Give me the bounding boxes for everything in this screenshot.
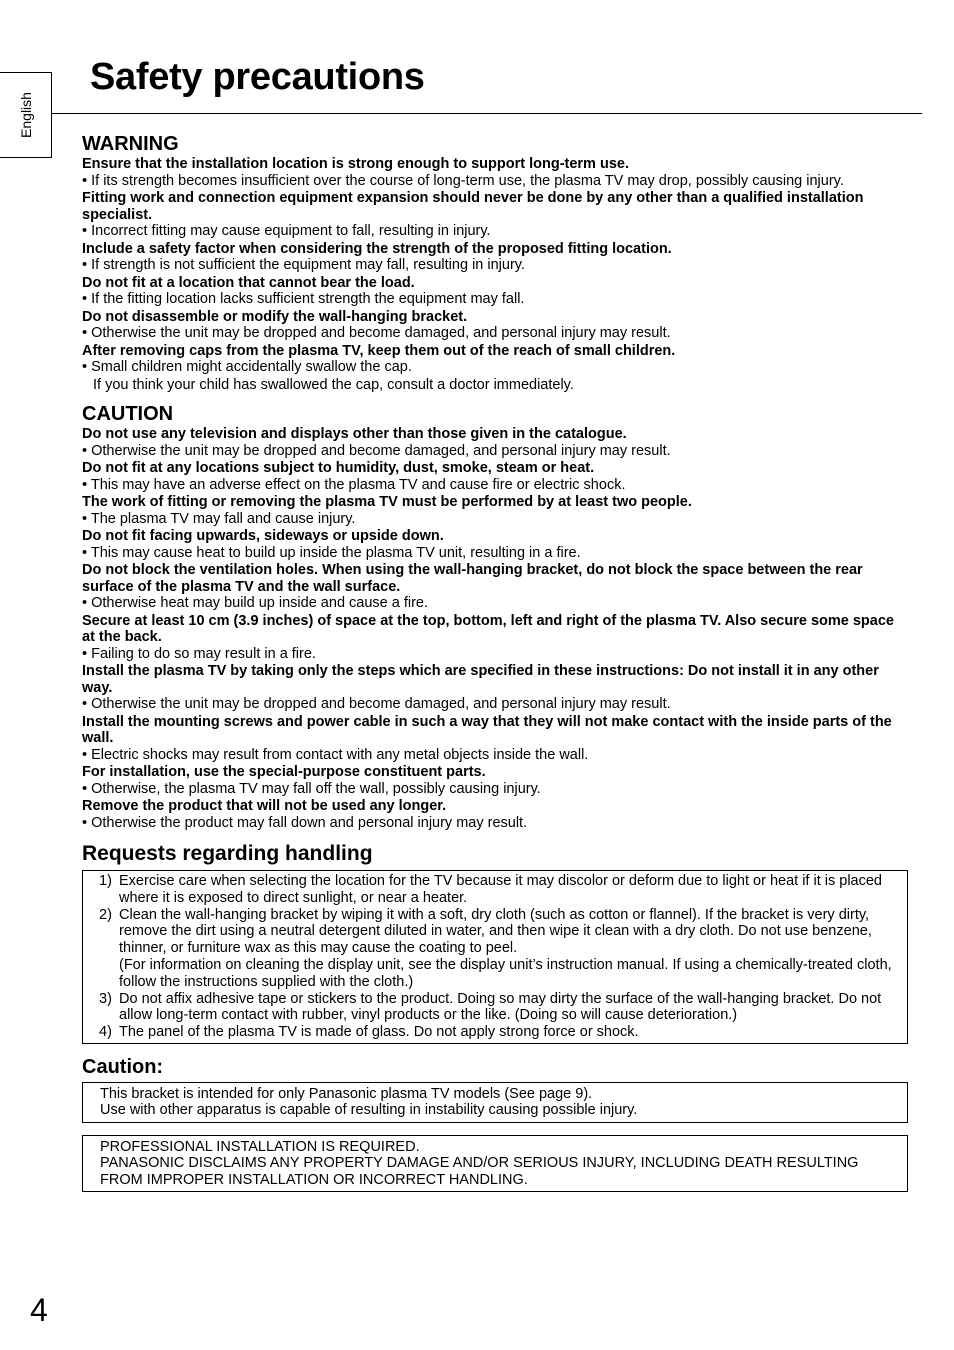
safety-item-heading: Install the plasma TV by taking only the steps which are specified in these instructions: Do not install it in any other way. — [82, 663, 879, 696]
safety-item — [82, 798, 908, 831]
safety-item-bullet: • Otherwise, the plasma TV may fall off the wall, possibly causing injury. — [82, 780, 541, 797]
safety-item-heading: The work of fitting or removing the plasma TV must be performed by at least two people. — [82, 494, 692, 510]
warning-heading: WARNING — [82, 133, 179, 155]
title-rule — [52, 113, 922, 114]
safety-item — [82, 714, 908, 764]
language-tab — [0, 72, 52, 158]
safety-item-bullet: • Otherwise the unit may be dropped and become damaged, and personal injury may result. — [82, 696, 671, 712]
safety-item-heading: Fitting work and connection equipment expansion should never be done by any other than a qualified installation specialist. — [82, 190, 864, 223]
caution-note-line: This bracket is intended for only Panasonic plasma TV models (See page 9). — [100, 1085, 593, 1102]
caution-section — [82, 402, 908, 831]
request-item — [99, 1024, 895, 1041]
safety-item-bullet: • Otherwise the unit may be dropped and become damaged, and personal injury may result. — [82, 325, 671, 341]
safety-item-continuation: If you think your child has swallowed the cap, consult a doctor immediately. — [93, 376, 574, 393]
content — [82, 132, 908, 1192]
professional-line: PROFESSIONAL INSTALLATION IS REQUIRED. — [100, 1138, 420, 1155]
safety-item — [82, 275, 908, 308]
professional-line: PANASONIC DISCLAIMS ANY PROPERTY DAMAGE AND/OR SERIOUS INJURY, INCLUDING DEATH RESULTING FROM IMPROPER INSTALLATION OR INCORRECT HANDLING. — [100, 1155, 859, 1188]
request-item — [99, 907, 895, 991]
safety-item — [82, 460, 908, 493]
safety-item-heading: For installation, use the special-purpose constituent parts. — [82, 764, 486, 780]
caution-heading: CAUTION — [82, 403, 174, 425]
safety-item — [82, 562, 908, 612]
caution-list — [82, 426, 908, 831]
safety-item-bullet: • Small children might accidentally swallow the cap. — [82, 359, 412, 375]
safety-item — [82, 494, 908, 527]
safety-item-heading: Do not block the ventilation holes. When using the wall-hanging bracket, do not block the space between the rear surface of the plasma TV and the wall surface. — [82, 562, 863, 595]
safety-item — [82, 190, 908, 240]
safety-item — [82, 613, 908, 663]
requests-section — [82, 842, 908, 1044]
safety-item — [82, 241, 908, 274]
page-title: Safety precautions — [90, 56, 425, 98]
caution-note-line: Use with other apparatus is capable of resulting in instability causing possible injury. — [100, 1102, 638, 1119]
safety-item — [82, 764, 908, 797]
request-item-text: (For information on cleaning the display unit, see the display unit’s instruction manual. If using a chemically-treated cloth, follow the instructions supplied with the cloth.) — [119, 956, 892, 990]
request-item-text: The panel of the plasma TV is made of glass. Do not apply strong force or shock. — [119, 1024, 639, 1041]
safety-item-heading: Do not fit facing upwards, sideways or upside down. — [82, 528, 444, 544]
safety-item-heading: Ensure that the installation location is strong enough to support long-term use. — [82, 156, 629, 172]
safety-item — [82, 528, 908, 561]
safety-item — [82, 663, 908, 713]
safety-item-heading: After removing caps from the plasma TV, keep them out of the reach of small children. — [82, 342, 676, 359]
request-item-number: 2) — [99, 906, 112, 923]
safety-item-bullet: • Incorrect fitting may cause equipment to fall, resulting in injury. — [82, 223, 491, 239]
request-item-number: 3) — [99, 990, 112, 1007]
caution-note-section — [82, 1055, 908, 1193]
language-tab-label: English — [17, 92, 34, 138]
safety-item-bullet: • This may have an adverse effect on the plasma TV and cause fire or electric shock. — [82, 476, 626, 493]
safety-item — [82, 309, 908, 342]
professional-box — [82, 1135, 908, 1193]
warning-section — [82, 132, 908, 393]
safety-item-bullet: • Otherwise the unit may be dropped and become damaged, and personal injury may result. — [82, 442, 671, 459]
safety-item-bullet: • The plasma TV may fall and cause injury. — [82, 510, 356, 527]
requests-heading: Requests regarding handling — [82, 842, 373, 865]
caution-note-heading: Caution: — [82, 1055, 164, 1078]
page-number: 4 — [30, 1292, 48, 1328]
safety-item-heading: Secure at least 10 cm (3.9 inches) of space at the top, bottom, left and right of the plasma TV. Also secure some space at the back. — [82, 612, 894, 645]
safety-item-bullet: • If its strength becomes insufficient over the course of long-term use, the plasma TV may drop, possibly causing injury. — [82, 172, 844, 189]
safety-item-heading: Do not fit at any locations subject to humidity, dust, smoke, steam or heat. — [82, 460, 595, 476]
safety-item-heading: Do not use any television and displays other than those given in the catalogue. — [82, 426, 627, 442]
request-item — [99, 873, 895, 907]
safety-item-heading: Include a safety factor when considering the strength of the proposed fitting location. — [82, 240, 672, 257]
request-item — [99, 991, 895, 1025]
safety-item — [82, 426, 908, 459]
safety-item — [82, 343, 908, 394]
safety-item — [82, 156, 908, 189]
request-item-number: 4) — [99, 1024, 112, 1041]
safety-item-heading: Install the mounting screws and power cable in such a way that they will not make contact with the inside parts of the wall. — [82, 713, 892, 746]
request-item-number: 1) — [99, 873, 112, 889]
safety-item-bullet: • Failing to do so may result in a fire. — [82, 645, 316, 662]
safety-item-bullet: • Electric shocks may result from contact with any metal objects inside the wall. — [82, 746, 589, 763]
safety-item-bullet: • If strength is not sufficient the equipment may fall, resulting in injury. — [82, 257, 525, 273]
safety-item-bullet: • Otherwise the product may fall down and personal injury may result. — [82, 814, 528, 831]
request-item-text: Clean the wall-hanging bracket by wiping it with a soft, dry cloth (such as cotton or flannel). If the bracket is very dirty, remove the dirt using a neutral detergent diluted in water, and then wipe it clean with a dry cloth. Do not use benzene, thinner, or furniture wax as this may cause the coating to peel. — [119, 906, 872, 957]
safety-item-bullet: • This may cause heat to build up inside the plasma TV unit, resulting in a fire. — [82, 544, 581, 561]
safety-item-heading: Remove the product that will not be used any longer. — [82, 798, 447, 814]
safety-item-heading: Do not disassemble or modify the wall-hanging bracket. — [82, 308, 468, 325]
requests-box — [82, 870, 908, 1044]
request-item-text: Do not affix adhesive tape or stickers to the product. Doing so may dirty the surface of the wall-hanging bracket. Do not allow long-term contact with rubber, vinyl products or the like. (Doing so will cause deterioration.) — [119, 990, 882, 1024]
request-item-text: Exercise care when selecting the location for the TV because it may discolor or deform due to light or heat if it is placed where it is exposed to direct sunlight, or near a heater. — [119, 873, 882, 906]
caution-note-box — [82, 1082, 908, 1123]
warning-list — [82, 156, 908, 393]
safety-item-bullet: • Otherwise heat may build up inside and cause a fire. — [82, 595, 429, 611]
safety-item-bullet: • If the fitting location lacks sufficient strength the equipment may fall. — [82, 291, 525, 307]
safety-item-heading: Do not fit at a location that cannot bear the load. — [82, 274, 415, 291]
